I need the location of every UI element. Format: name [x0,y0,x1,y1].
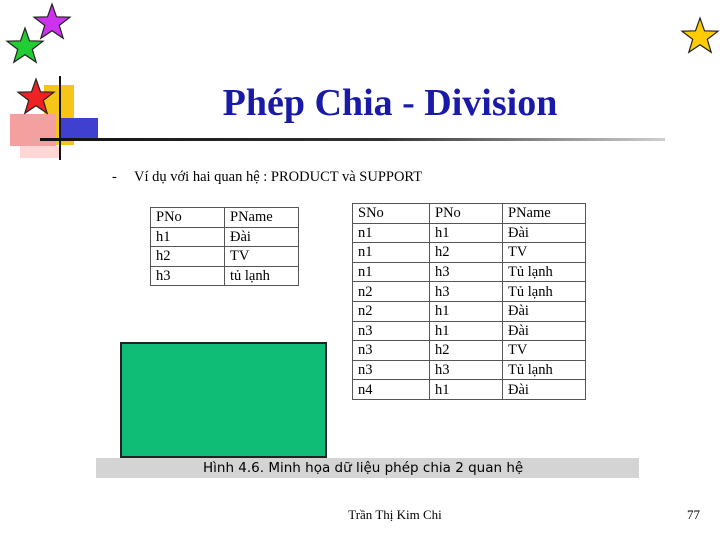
bullet-text: Ví dụ với hai quan hệ : PRODUCT và SUPPORT [134,169,423,185]
table-cell: h1 [430,301,503,321]
support-table [352,203,586,400]
table-cell: Tủ lạnh [503,262,586,282]
table-cell: h1 [151,227,225,247]
table-cell: n3 [353,360,430,380]
green-placeholder-box [120,342,327,458]
table-cell: n2 [353,282,430,302]
table-row [353,341,586,361]
deco-yellow-bar [44,85,74,145]
table-cell: n3 [353,341,430,361]
slide-title: Phép Chia - Division [222,82,558,124]
table-row [353,360,586,380]
table-row [151,227,299,247]
table-cell: Tủ lạnh [503,360,586,380]
table-row [151,247,299,267]
table-cell: n1 [353,223,430,243]
table-cell: h1 [430,223,503,243]
table-row [151,266,299,286]
table-header-cell: SNo [353,204,430,224]
deco-pink-bar [10,114,56,146]
table-header-cell: PName [503,204,586,224]
table-header-cell: PName [225,208,299,228]
table-cell: Đài [503,301,586,321]
table-cell: h2 [151,247,225,267]
table-cell: Đài [503,321,586,341]
figure-image [96,158,639,478]
table-cell: h2 [430,243,503,263]
table-header-cell: PNo [151,208,225,228]
table-cell: h1 [430,380,503,400]
green-star-icon [7,28,43,62]
table-row [353,223,586,243]
table-cell: Đài [225,227,299,247]
table-cell: h3 [430,262,503,282]
table-cell: h1 [430,321,503,341]
table-row [353,380,586,400]
table-cell: h3 [430,282,503,302]
table-header-row [151,208,299,228]
table-header-cell: PNo [430,204,503,224]
table-cell: n2 [353,301,430,321]
red-star-icon [18,79,54,113]
figure-caption: Hình 4.6. Minh họa dữ liệu phép chia 2 quan hệ [96,458,639,478]
table-cell: Đài [503,223,586,243]
example-bullet [112,169,422,186]
table-cell: TV [503,341,586,361]
yellow-star-icon [682,18,718,52]
table-cell: h3 [151,266,225,286]
table-row [353,262,586,282]
table-cell: TV [225,247,299,267]
table-cell: Tủ lạnh [503,282,586,302]
table-cell: n4 [353,380,430,400]
table-row [353,243,586,263]
product-table [150,207,299,286]
deco-light-bar [20,146,60,158]
table-cell: n3 [353,321,430,341]
table-cell: Đài [503,380,586,400]
deco-blue-bar [60,118,98,140]
magenta-star-icon [34,4,70,38]
table-row [353,321,586,341]
page-number: 77 [687,507,700,522]
product-table-clip [150,207,310,288]
bullet-dash: - [112,169,117,185]
table-cell: n1 [353,262,430,282]
table-cell: n1 [353,243,430,263]
table-cell: tủ lạnh [225,266,299,286]
table-header-row [353,204,586,224]
title-underline [40,138,665,141]
table-cell: TV [503,243,586,263]
table-cell: h3 [430,360,503,380]
footer-author: Trần Thị Kim Chi [348,507,442,522]
table-row [353,282,586,302]
table-row [353,301,586,321]
table-cell: h2 [430,341,503,361]
